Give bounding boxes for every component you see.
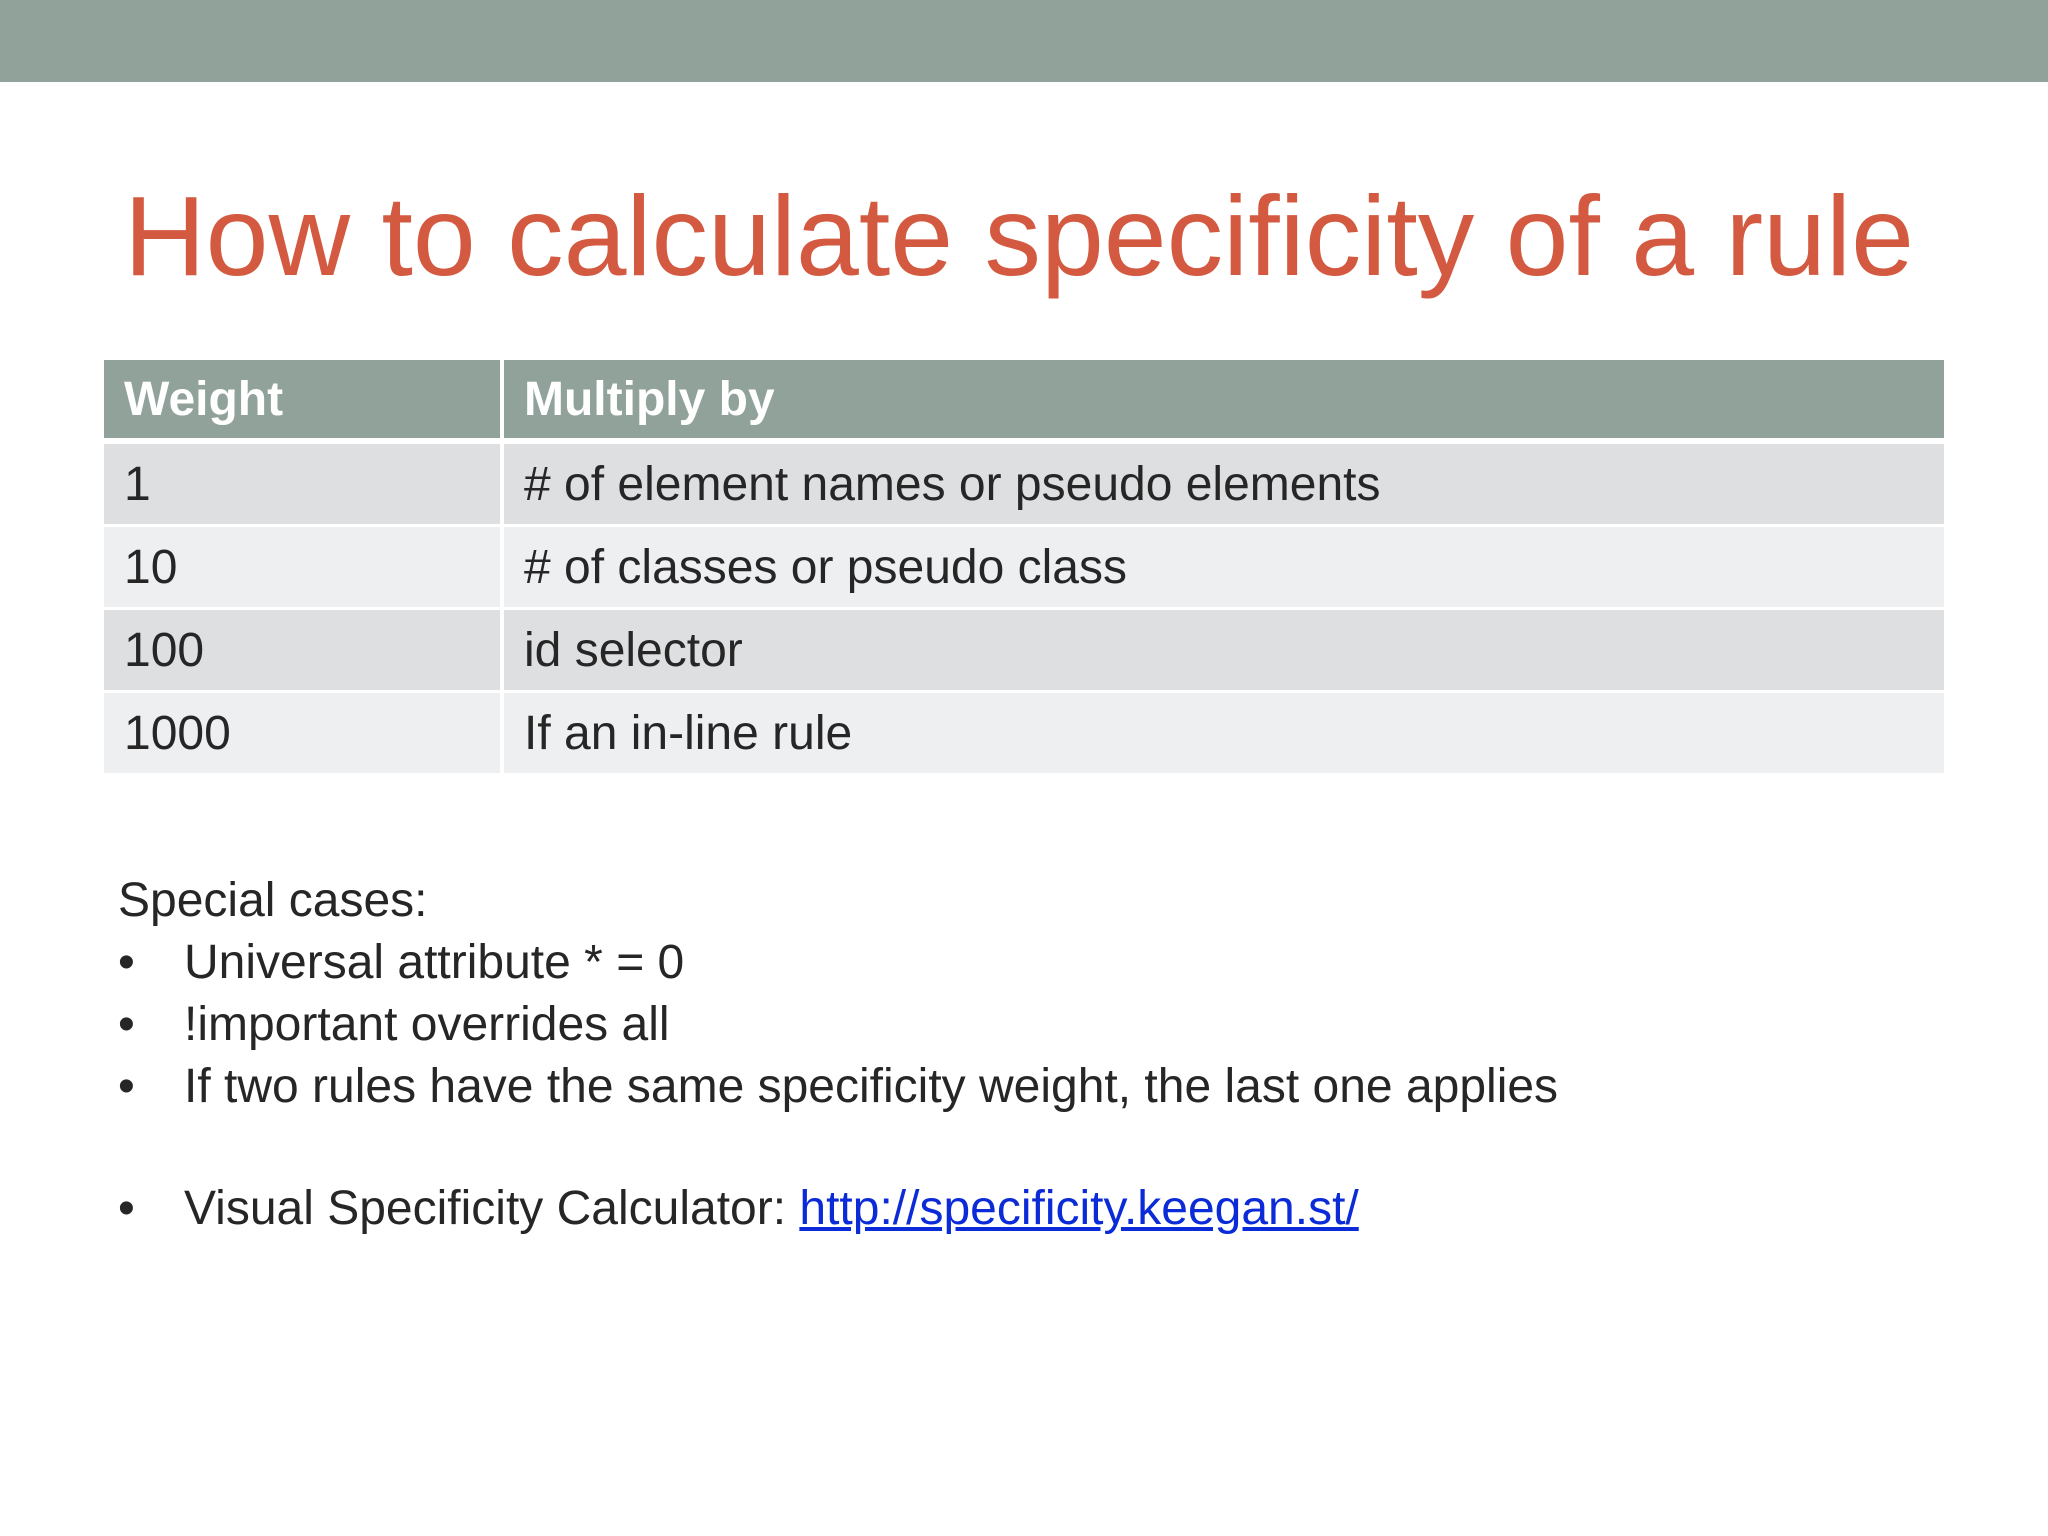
bullet-icon: • (118, 1182, 135, 1235)
multiply-by-cell: id selector (504, 610, 1944, 693)
column-header-multiply-by: Multiply by (504, 360, 1944, 444)
bullet-icon: • (118, 998, 135, 1051)
weight-cell: 10 (104, 527, 504, 610)
multiply-by-cell: If an in-line rule (504, 693, 1944, 773)
slide-title: How to calculate specificity of a rule (124, 173, 1914, 299)
list-item (118, 1056, 1558, 1118)
special-cases-heading: Special cases: (118, 874, 428, 927)
column-header-weight: Weight (104, 360, 504, 444)
list-item (118, 932, 1558, 994)
weight-cell: 1 (104, 444, 504, 527)
list-item-text: !important overrides all (184, 998, 670, 1051)
weight-cell: 1000 (104, 693, 504, 773)
table-row (104, 693, 1944, 773)
top-header-band (0, 0, 2048, 82)
weight-cell: 100 (104, 610, 504, 693)
table-row (104, 527, 1944, 610)
table-header-row (104, 360, 1944, 444)
multiply-by-cell: # of classes or pseudo class (504, 527, 1944, 610)
table-row (104, 444, 1944, 527)
list-item-text: If two rules have the same specificity weight, the last one applies (184, 1060, 1559, 1113)
list-item-text: Universal attribute * = 0 (184, 936, 685, 989)
list-item-calculator (118, 1178, 1558, 1240)
calculator-label: Visual Specificity Calculator: (184, 1182, 800, 1235)
special-cases-list (118, 932, 1558, 1240)
specificity-calculator-link[interactable]: http://specificity.keegan.st/ (799, 1182, 1359, 1235)
bullet-icon: • (118, 936, 135, 989)
specificity-table (104, 360, 1944, 773)
list-item (118, 994, 1558, 1056)
special-cases-section (118, 870, 1558, 1240)
table-row (104, 610, 1944, 693)
bullet-icon: • (118, 1060, 135, 1113)
multiply-by-cell: # of element names or pseudo elements (504, 444, 1944, 527)
